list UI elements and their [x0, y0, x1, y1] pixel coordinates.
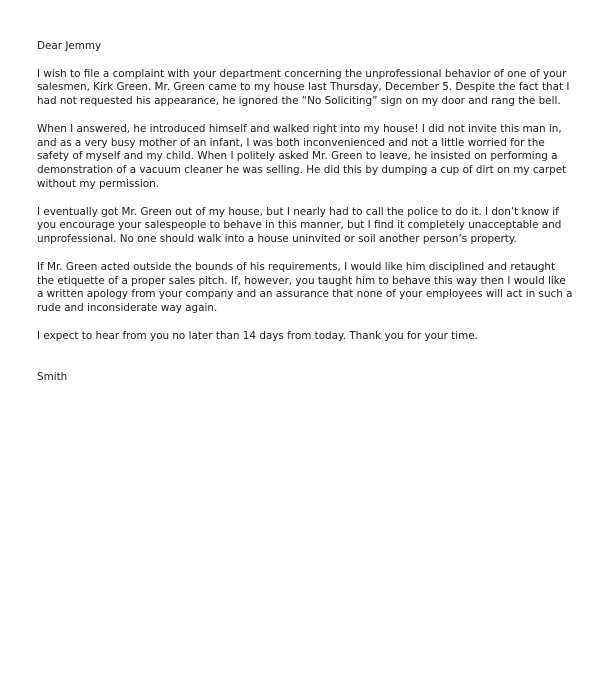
- paragraph-removal: I eventually got Mr. Green out of my house, but I nearly had to call the police to do it. I don’t know if you encourage your salespeople to behave in this manner, but I find it completely unacceptable and unprofessional. No one should walk into a house uninvited or soil another person’s property.: [37, 205, 562, 246]
- signature: Smith: [37, 370, 68, 383]
- paragraph-complaint-intro: I wish to file a complaint with your department concerning the unprofessional behavior of one of your salesmen, Kirk Green. Mr. Green came to my house last Thursday, December 5. Despite the fact that I had not requested his appearance, he ignored the “No Soliciting” sign on my door and rang the bell.: [37, 67, 570, 108]
- paragraph-incident: When I answered, he introduced himself and walked right into my house! I did not invite this man in, and as a very busy mother of an infant, I was both inconvenienced and not a little worried for the safety of myself and my child. When I politely asked Mr. Green to leave, he insisted on performing a demonstration of a vacuum cleaner he was selling. He did this by dumping a cup of dirt on my carpet without my permission.: [37, 122, 567, 190]
- salutation: Dear Jemmy: [37, 40, 102, 52]
- paragraph-request: If Mr. Green acted outside the bounds of his requirements, I would like him disciplined and retaught the etiquette of a proper sales pitch. If, however, you taught him to behave this way then I would like a written apology from your company and an assurance that none of your employees will act in such a rude and inconsiderate way again.: [37, 260, 573, 315]
- paragraph-deadline: I expect to hear from you no later than 14 days from today. Thank you for your time.: [37, 329, 478, 342]
- letter-body: [37, 40, 575, 398]
